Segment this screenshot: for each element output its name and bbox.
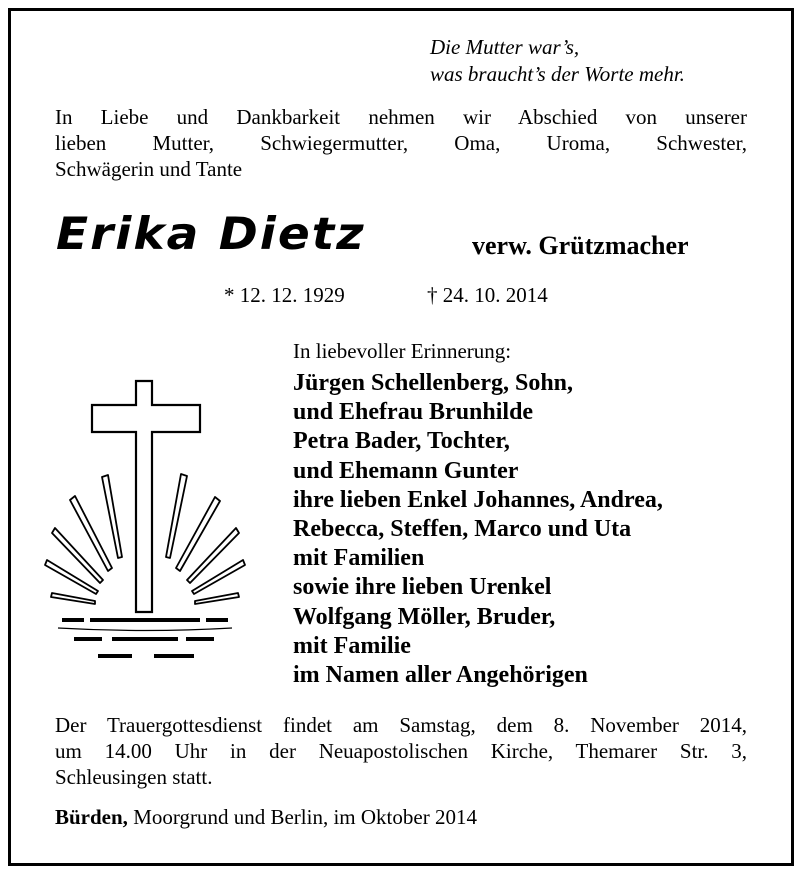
service-info [55,712,747,790]
deceased-name: Erika Dietz [56,207,366,261]
intro-line-2: lieben Mutter, Schwiegermutter, Oma, Uroma, Schwester, [55,131,747,155]
deceased-former-name: verw. Grützmacher [472,231,689,260]
service-line-1: Der Trauergottesdienst findet am Samstag, dem 8. November 2014, [55,713,747,737]
place-date [55,804,477,830]
mourner-line: Rebecca, Steffen, Marco und Uta [293,516,632,543]
mourner-line: Jürgen Schellenberg, Sohn, [293,370,574,396]
birth-date: * 12. 12. 1929 [224,283,345,307]
service-line-2: um 14.00 Uhr in der Neuapostolischen Kirche, Themarer Str. 3, [55,739,747,763]
service-line-3: Schleusingen statt. [55,765,213,789]
death-date: † 24. 10. 2014 [427,283,548,307]
mourner-line: sowie ihre lieben Urenkel [293,574,552,601]
intro-line-3: Schwägerin und Tante [55,157,243,181]
mourner-line: und Ehefrau Brunhilde [293,399,534,426]
mourner-line: Petra Bader, Tochter, [293,428,510,455]
place-town: Bürden, [55,805,128,829]
intro-text [55,104,747,182]
motto-quote [430,34,685,88]
cross-sunrise-icon [40,375,250,665]
intro-line-1: In Liebe und Dankbarkeit nehmen wir Abschied von unserer [55,105,747,129]
mourners-list [293,369,663,690]
place-rest: Moorgrund und Berlin, im Oktober 2014 [133,805,477,829]
horizon-line [58,628,232,631]
mourner-line: Wolfgang Möller, Bruder, [293,603,556,630]
water-lines-icon [62,618,228,658]
memory-heading: In liebevoller Erinnerung: [293,339,512,363]
mourner-line: mit Familie [293,632,411,659]
mourner-line: mit Familien [293,545,425,572]
motto-line-2: was braucht’s der Worte mehr. [430,62,685,86]
mourner-line: und Ehemann Gunter [293,457,519,484]
mourner-line: im Namen aller Angehörigen [293,662,588,689]
mourner-line: ihre lieben Enkel Johannes, Andrea, [293,486,663,513]
motto-line-1: Die Mutter war’s, [430,35,580,59]
